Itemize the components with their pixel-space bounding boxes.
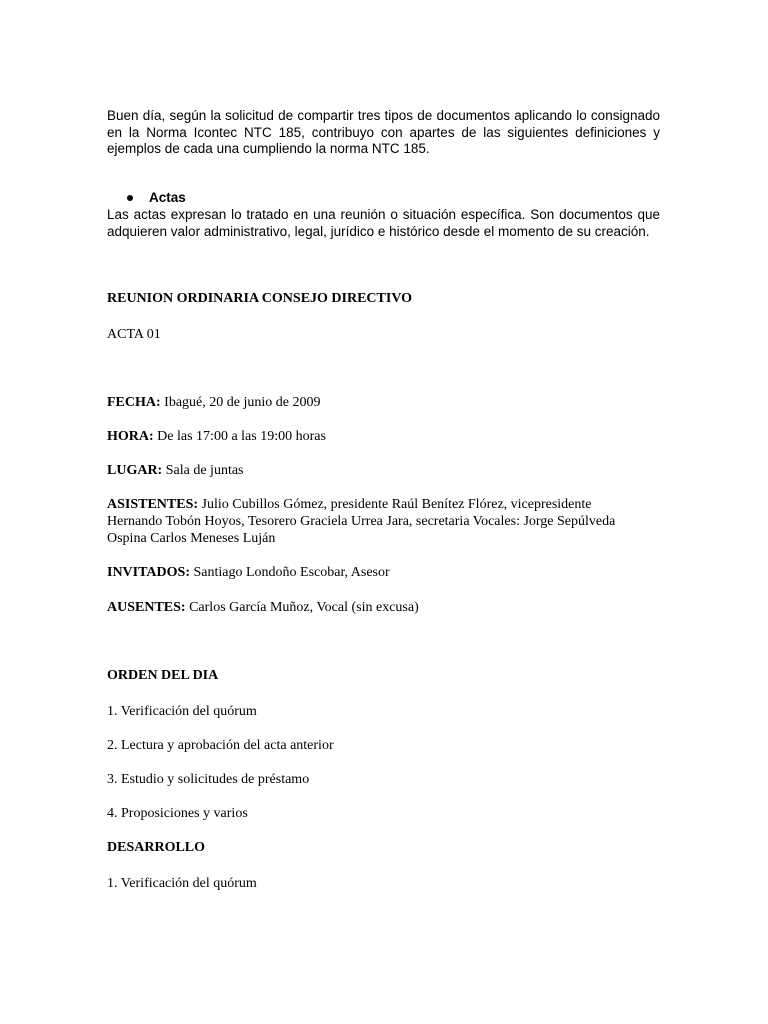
bullet-actas (127, 190, 186, 207)
acta-number: ACTA 01 (107, 327, 161, 342)
orden-item: 2. Lectura y aprobación del acta anterior (107, 738, 334, 753)
desarrollo-item: 1. Verificación del quórum (107, 876, 257, 891)
ausentes-line (107, 599, 419, 616)
lugar-line (107, 462, 244, 479)
ausentes-value: Carlos García Muñoz, Vocal (sin excusa) (185, 600, 419, 615)
hora-label: HORA: (107, 429, 154, 444)
bullet-dot-icon (127, 195, 133, 201)
desarrollo-title: DESARROLLO (107, 840, 206, 855)
fecha-value: Ibagué, 20 de junio de 2009 (160, 395, 321, 410)
lugar-label: LUGAR: (107, 463, 163, 478)
invitados-line (107, 564, 390, 581)
orden-item: 1. Verificación del quórum (107, 704, 257, 719)
actas-description: Las actas expresan lo tratado en una reunión o situación específica. Son documentos que adquieren valor administrativo, legal, jurídico e histórico desde el momento de su creación. (107, 207, 660, 239)
fecha-line (107, 394, 320, 411)
hora-value: De las 17:00 a las 19:00 horas (153, 429, 326, 444)
lugar-value: Sala de juntas (162, 463, 244, 478)
orden-title: ORDEN DEL DIA (107, 668, 219, 683)
orden-item: 4. Proposiciones y varios (107, 806, 248, 821)
ausentes-label: AUSENTES: (107, 600, 186, 615)
invitados-label: INVITADOS: (107, 565, 190, 580)
orden-item: 3. Estudio y solicitudes de préstamo (107, 772, 310, 787)
asistentes-label: ASISTENTES: (107, 497, 199, 512)
fecha-label: FECHA: (107, 395, 161, 410)
bullet-label: Actas (149, 190, 186, 205)
intro-paragraph: Buen día, según la solicitud de compartir tres tipos de documentos aplicando lo consignado en la Norma Icontec NTC 185, contribuyo con apartes de las siguientes definiciones y ejemplos de cada una cumpliendo la norma NTC 185. (107, 108, 660, 156)
hora-line (107, 428, 326, 445)
invitados-value: Santiago Londoño Escobar, Asesor (189, 565, 390, 580)
document-heading: REUNION ORDINARIA CONSEJO DIRECTIVO (107, 291, 413, 306)
asistentes-value: Julio Cubillos Gómez, presidente Raúl Benítez Flórez, vicepresidente Hernando Tobón Hoyos, Tesorero Graciela Urrea Jara, secretaria Vocales: Jorge Sepúlveda Ospina Carlos Meneses Luján (107, 497, 616, 546)
asistentes-paragraph (107, 496, 647, 547)
